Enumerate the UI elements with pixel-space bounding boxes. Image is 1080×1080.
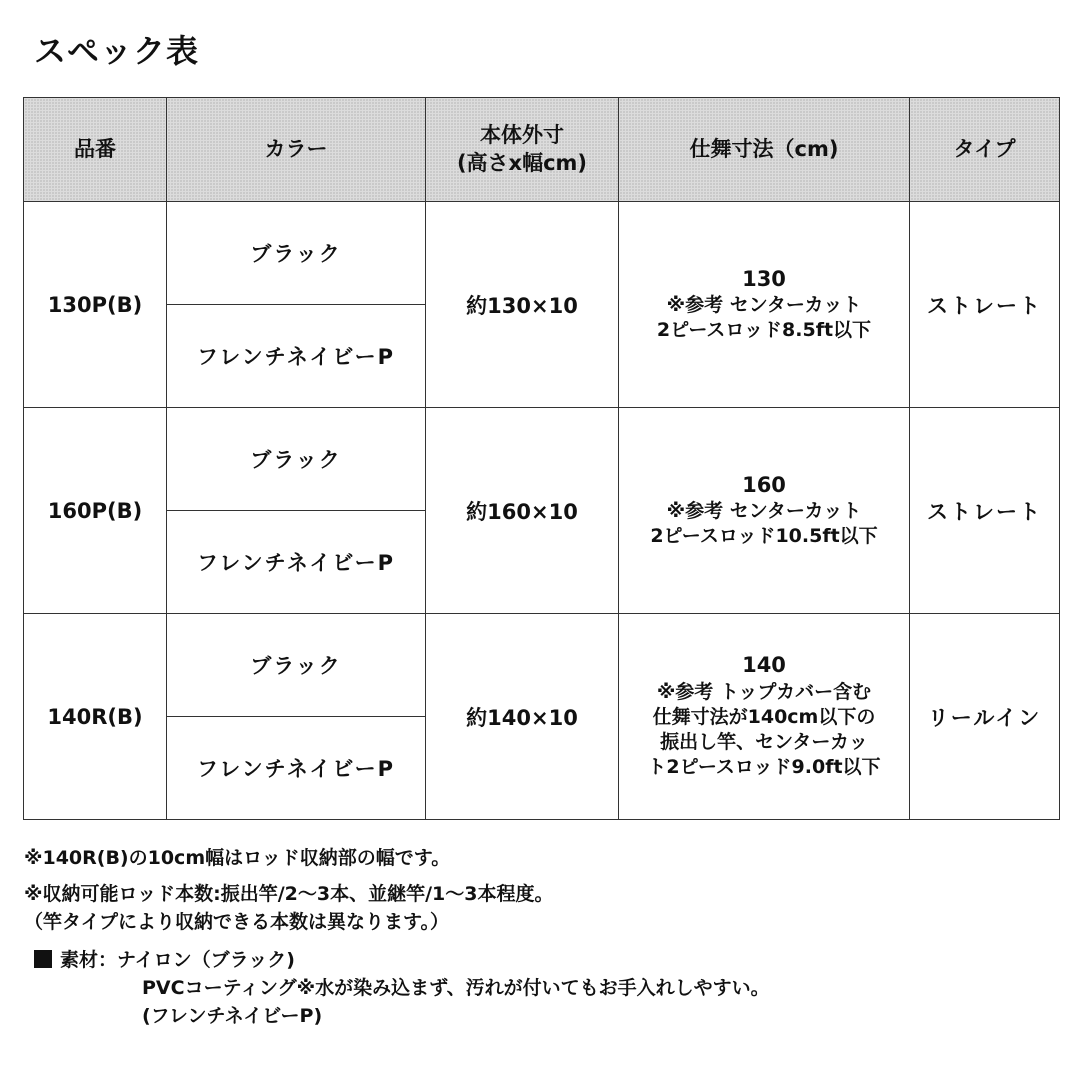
color-cell: フレンチネイビーP <box>167 717 426 820</box>
header-model: 品番 <box>24 98 167 202</box>
body-size-cell: 約130×10 <box>426 202 619 408</box>
type-cell: リールイン <box>910 614 1060 820</box>
body-size-cell: 約140×10 <box>426 614 619 820</box>
storage-note-line: ト2ピースロッド9.0ft以下 <box>647 756 881 779</box>
spec-table <box>23 97 1060 820</box>
header-body-size-line2: (高さx幅cm) <box>456 150 588 175</box>
storage-size-cell <box>619 202 910 408</box>
body-size-cell: 約160×10 <box>426 408 619 614</box>
header-type: タイプ <box>910 98 1060 202</box>
material-info <box>24 946 1064 1030</box>
model-cell: 140R(B) <box>24 614 167 820</box>
note-capacity-caveat: （竿タイプにより収納できる本数は異なります。） <box>24 911 450 933</box>
header-color: カラー <box>167 98 426 202</box>
model-cell: 130P(B) <box>24 202 167 408</box>
color-cell: フレンチネイビーP <box>167 305 426 408</box>
storage-note-line: 仕舞寸法が140cm以下の <box>652 706 876 729</box>
storage-note-line: 2ピースロッド10.5ft以下 <box>650 525 878 548</box>
storage-note-line: ※参考 センターカット <box>666 294 862 317</box>
material-coating-line: PVCコーティング※水が染み込まず、汚れが付いてもお手入れしやすい。 <box>142 977 770 999</box>
header-body-size <box>426 98 619 202</box>
storage-size-value: 130 <box>742 266 786 291</box>
model-cell: 160P(B) <box>24 408 167 614</box>
note-rod-capacity: ※収納可能ロッド本数:振出竿/2～3本、並継竿/1～3本程度。 <box>24 883 554 905</box>
storage-note-line: 振出し竿、センターカッ <box>660 731 868 754</box>
table-row <box>24 614 1060 717</box>
type-cell: ストレート <box>910 202 1060 408</box>
header-storage-size: 仕舞寸法（cm) <box>619 98 910 202</box>
color-cell: フレンチネイビーP <box>167 511 426 614</box>
storage-size-cell <box>619 408 910 614</box>
storage-size-value: 160 <box>742 472 786 497</box>
color-cell: ブラック <box>167 614 426 717</box>
storage-note-line: 2ピースロッド8.5ft以下 <box>656 319 872 342</box>
notes-section <box>24 844 1064 1030</box>
page-title: スペック表 <box>34 32 200 70</box>
storage-note-line: ※参考 トップカバー含む <box>656 681 872 704</box>
table-row <box>24 408 1060 511</box>
header-body-size-line1: 本体外寸 <box>480 123 564 148</box>
storage-size-value: 140 <box>742 653 786 678</box>
type-cell: ストレート <box>910 408 1060 614</box>
material-color-line: (フレンチネイビーP) <box>142 1005 323 1027</box>
color-cell: ブラック <box>167 408 426 511</box>
table-row <box>24 202 1060 305</box>
color-cell: ブラック <box>167 202 426 305</box>
bullet-square-icon <box>34 950 52 968</box>
note-rod-width: ※140R(B)の10cm幅はロッド収納部の幅です。 <box>24 847 451 869</box>
storage-note-line: ※参考 センターカット <box>666 500 862 523</box>
storage-size-cell <box>619 614 910 820</box>
table-header-row <box>24 98 1060 202</box>
material-label: 素材：ナイロン（ブラック) <box>60 949 295 971</box>
